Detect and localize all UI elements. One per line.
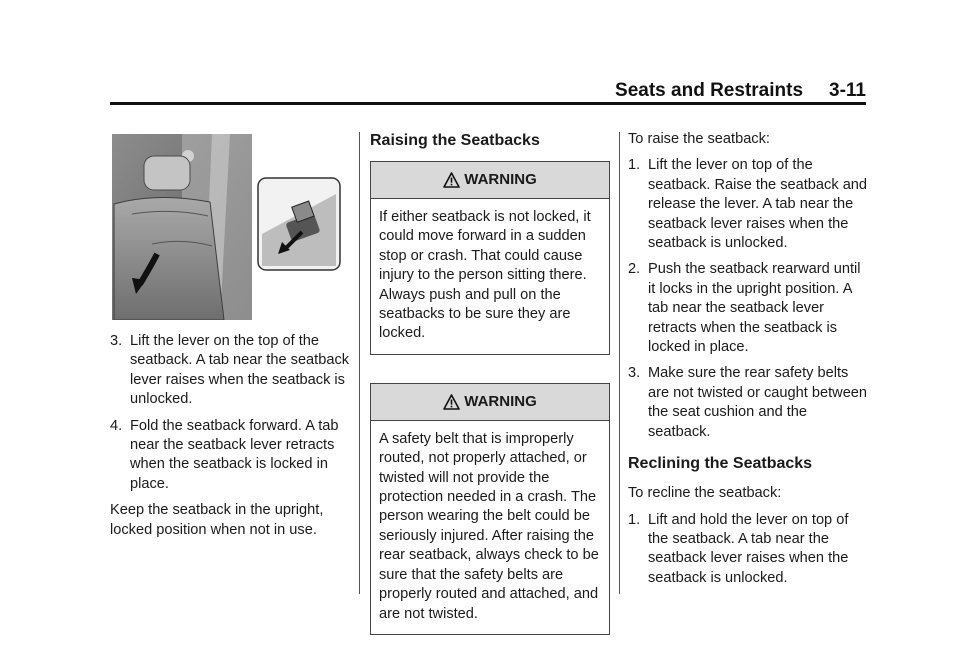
raise-intro: To raise the seatback:: [628, 131, 770, 147]
right-column: [628, 130, 870, 595]
warning-header: [371, 162, 609, 199]
middle-column: [370, 131, 610, 663]
page-header: [110, 80, 866, 102]
step-item: [628, 511, 870, 589]
headrest: [144, 156, 190, 190]
step-text: Make sure the rear safety belts are not twisted or caught between the seat cushion and the seatback.: [648, 365, 868, 440]
page-number: 3-11: [829, 80, 866, 101]
column-divider-right: [619, 132, 620, 594]
warning-text: A safety belt that is improperly routed, not properly attached, or twisted will not provide the protection needed in a crash. The person wearing the belt could be seriously injured. After raising the rear seatback, always check to be sure that the safety belts are properly routed and attached, and are not twisted.: [379, 430, 599, 622]
step-text: Lift the lever on the top of the seatback. A tab near the seatback lever raises when the seatback is unlocked.: [130, 333, 350, 408]
step-text: Lift and hold the lever on top of the seatback. A tab near the seatback lever raises when the seatback is unlocked.: [648, 511, 849, 586]
seatback-lever-illustration: [112, 134, 344, 320]
step-text: Fold the seatback forward. A tab near the seatback lever retracts when the seatback is locked in place.: [130, 417, 339, 492]
step-number: 3.: [628, 365, 641, 382]
step-number: 3.: [110, 333, 123, 349]
step-item: [110, 417, 350, 495]
column-divider-left: [359, 132, 360, 594]
left-column: [110, 332, 350, 547]
header-divider: [110, 102, 866, 105]
warning-header: [371, 384, 609, 421]
step-item: [628, 156, 870, 253]
warning-triangle-icon: [443, 394, 460, 410]
warning-label: WARNING: [464, 171, 537, 189]
section-heading: Raising the Seatbacks: [370, 132, 540, 149]
step-item: [110, 332, 350, 410]
recline-intro: To recline the seatback:: [628, 485, 782, 502]
step-number: 1.: [628, 157, 641, 174]
warning-label: WARNING: [464, 393, 537, 411]
warning-triangle-icon: [443, 172, 460, 188]
warning-text: If either seatback is not locked, it could move forward in a sudden stop or crash. That could cause injury to the person sitting there. Always push and pull on the seatbacks to be sure they are locked.: [379, 209, 591, 342]
step-text: Lift the lever on top of the seatback. Raise the seatback and release the lever. A tab near the seatback lever raises when the seatback is unlocked.: [648, 157, 868, 252]
step-number: 1.: [628, 511, 641, 528]
upright-note: Keep the seatback in the upright, locked position when not in use.: [110, 502, 324, 538]
section-heading: Reclining the Seatbacks: [628, 455, 813, 473]
warning-box: [370, 161, 610, 355]
step-item: [628, 260, 870, 357]
step-number: 2.: [628, 261, 641, 278]
step-item: [628, 364, 870, 442]
step-number: 4.: [110, 417, 123, 434]
warning-box: [370, 383, 610, 635]
section-title: Seats and Restraints: [615, 80, 804, 101]
step-text: Push the seatback rearward until it locks in the upright position. A tab near the seatback lever retracts when the seatback is locked in place.: [648, 261, 861, 356]
